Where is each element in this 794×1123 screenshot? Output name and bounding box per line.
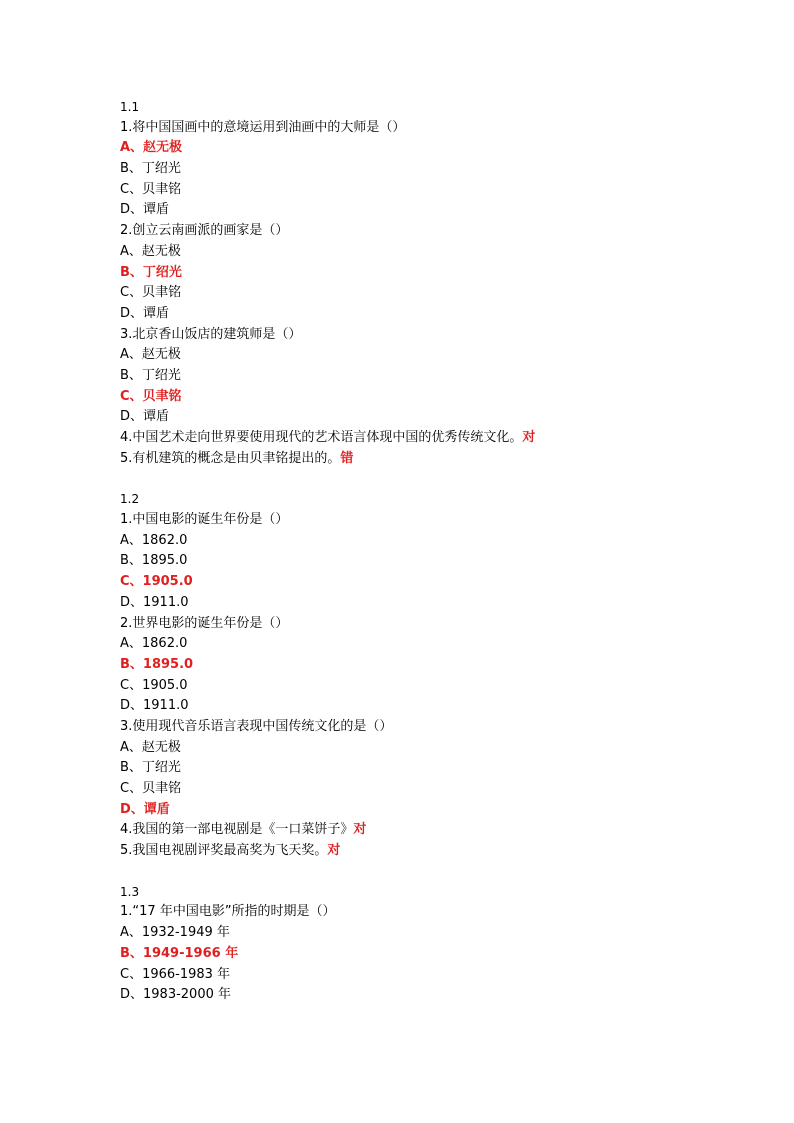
option <box>120 779 760 800</box>
option-text: D、谭盾 <box>120 409 170 425</box>
correct-option <box>120 263 760 284</box>
section-heading: 1.1 <box>120 100 140 114</box>
option-text: A、赵无极 <box>120 347 181 363</box>
option <box>120 738 760 759</box>
option-text: A、1862.0 <box>120 636 188 652</box>
option <box>120 283 760 304</box>
option-text: B、丁绍光 <box>120 367 181 383</box>
question <box>120 902 760 923</box>
option-text: C、1966-1983 年 <box>120 966 231 982</box>
option-text: D、谭盾 <box>120 801 170 817</box>
option <box>120 242 760 263</box>
option <box>120 200 760 221</box>
option <box>120 923 760 944</box>
option <box>120 634 760 655</box>
question-text: 5.我国电视剧评奖最高奖为飞天奖。 <box>120 843 328 859</box>
correct-option <box>120 138 760 159</box>
option-text: D、谭盾 <box>120 305 170 321</box>
option <box>120 965 760 986</box>
option <box>120 531 760 552</box>
judgement-answer: 对 <box>327 843 341 859</box>
option <box>120 304 760 325</box>
question <box>120 118 760 139</box>
option <box>120 696 760 717</box>
option-text: C、贝聿铭 <box>120 285 182 301</box>
question <box>120 841 760 862</box>
question-text: 2.世界电影的诞生年份是（） <box>120 615 289 631</box>
question <box>120 221 760 242</box>
question-text: 5.有机建筑的概念是由贝聿铭提出的。 <box>120 450 341 466</box>
correct-option <box>120 572 760 593</box>
option-text: C、贝聿铭 <box>120 181 182 197</box>
option <box>120 758 760 779</box>
question-text: 2.创立云南画派的画家是（） <box>120 223 289 239</box>
option-text: D、1983-2000 年 <box>120 987 232 1003</box>
judgement-answer: 错 <box>340 450 354 466</box>
question <box>120 717 760 738</box>
section-gap <box>120 862 760 882</box>
question-text: 3.北京香山饭店的建筑师是（） <box>120 326 302 342</box>
correct-option <box>120 655 760 676</box>
question-text: 4.中国艺术走向世界要使用现代的艺术语言体现中国的优秀传统文化。 <box>120 430 523 445</box>
option <box>120 551 760 572</box>
question <box>120 614 760 635</box>
option-text: C、贝聿铭 <box>120 388 182 404</box>
correct-option <box>120 944 760 965</box>
option-text: B、丁绍光 <box>120 161 181 177</box>
question <box>120 820 760 841</box>
option <box>120 676 760 697</box>
question-text: 1.中国电影的诞生年份是（） <box>120 512 289 528</box>
option-text: D、1911.0 <box>120 698 189 714</box>
option <box>120 593 760 614</box>
question-text: 4.我国的第一部电视剧是《一口菜饼子》 <box>120 822 354 838</box>
option-text: B、1895.0 <box>120 656 194 672</box>
option <box>120 159 760 180</box>
document-body <box>120 97 760 1006</box>
option-text: A、赵无极 <box>120 243 181 259</box>
section-heading: 1.3 <box>120 884 140 899</box>
question <box>120 325 760 346</box>
option-text: A、赵无极 <box>120 739 181 755</box>
question-text: 3.使用现代音乐语言表现中国传统文化的是（） <box>120 718 393 734</box>
section-heading: 1.2 <box>120 492 140 507</box>
question-text: 1.将中国国画中的意境运用到油画中的大师是（） <box>120 119 406 135</box>
judgement-answer: 对 <box>353 822 367 838</box>
option-text: A、赵无极 <box>120 140 183 156</box>
option-text: C、1905.0 <box>120 677 188 693</box>
option-text: B、丁绍光 <box>120 264 182 280</box>
option-text: D、1911.0 <box>120 594 189 610</box>
option-text: B、1949-1966 年 <box>120 945 239 961</box>
option <box>120 985 760 1006</box>
section-gap <box>120 469 760 489</box>
option <box>120 345 760 366</box>
option <box>120 180 760 201</box>
correct-option <box>120 387 760 408</box>
option-text: B、1895.0 <box>120 553 188 569</box>
option-text: B、丁绍光 <box>120 760 181 776</box>
option-text: C、贝聿铭 <box>120 781 182 796</box>
option-text: A、1932-1949 年 <box>120 925 230 941</box>
question <box>120 510 760 531</box>
option-text: C、1905.0 <box>120 574 193 590</box>
question <box>120 428 760 449</box>
option-text: D、谭盾 <box>120 202 170 218</box>
question-text: 1.“17 年中国电影”所指的时期是（） <box>120 904 336 920</box>
option <box>120 366 760 387</box>
question <box>120 449 760 470</box>
correct-option <box>120 800 760 821</box>
option-text: A、1862.0 <box>120 532 188 548</box>
option <box>120 407 760 428</box>
judgement-answer: 对 <box>522 430 536 445</box>
